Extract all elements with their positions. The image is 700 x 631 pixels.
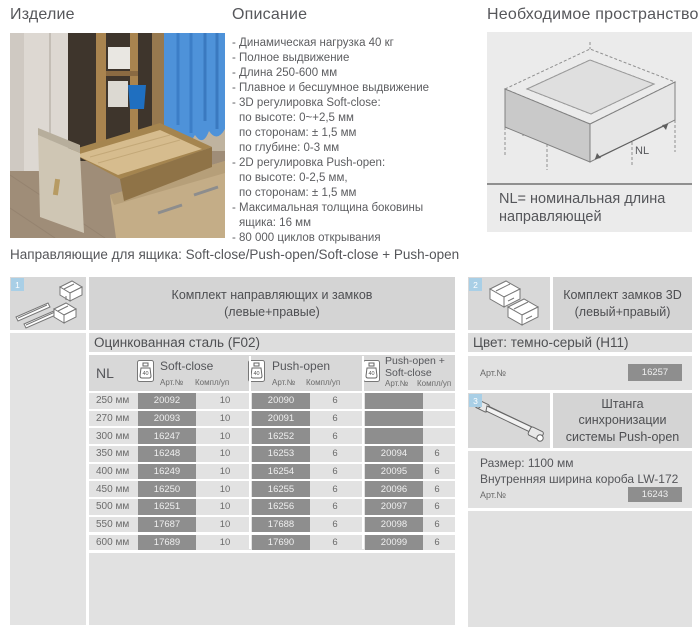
space-panel-divider xyxy=(487,183,692,185)
softclose-art-number: 16248 xyxy=(138,446,196,462)
space-diagram xyxy=(487,32,692,182)
softclose-pack-qty: 10 xyxy=(219,448,231,460)
pushopen-softclose-art-number: 20097 xyxy=(365,499,423,515)
pushopen-softclose-pack-qty: 6 xyxy=(434,448,440,460)
softclose-pack-qty: 10 xyxy=(219,483,231,495)
pushopen-softclose-group-header: Push-open + Soft-close xyxy=(385,355,445,379)
kit2-art-number: 16257 xyxy=(628,364,682,381)
softclose-pack-qty: 10 xyxy=(219,519,231,531)
product-column-title: Изделие xyxy=(10,6,75,23)
table-row xyxy=(89,393,455,409)
row-length: 300 мм xyxy=(96,430,130,442)
pushopen-softclose-pack-qty: 6 xyxy=(434,519,440,531)
description-line: - Динамическая нагрузка 40 кг xyxy=(232,37,394,49)
pushopen-pack-qty: 6 xyxy=(332,395,338,407)
pack-label: Компл/уп xyxy=(306,378,341,387)
kit3-title-line3: системы Push-open xyxy=(565,429,680,444)
softclose-pack-qty: 10 xyxy=(219,430,231,442)
art-number-label: Арт.№ xyxy=(272,378,296,387)
softclose-art-number: 16251 xyxy=(138,499,196,515)
pushopen-softclose-pack-qty: 6 xyxy=(434,466,440,477)
load-capacity-40kg-icon xyxy=(137,360,154,382)
art-number-label: Арт.№ xyxy=(160,378,184,387)
description-line: по высоте: 0-2,5 мм, xyxy=(239,172,348,184)
art-number-label: Арт.№ xyxy=(385,379,409,388)
row-length: 450 мм xyxy=(96,483,130,495)
kit1-bottom-filler xyxy=(89,553,455,625)
description-line: - 2D регулировка Push-open: xyxy=(232,157,386,169)
pushopen-art-number: 16253 xyxy=(252,446,310,462)
kit3-number-badge: 3 xyxy=(469,394,482,407)
description-line: по сторонам: ± 1,5 мм xyxy=(239,127,357,139)
pushopen-softclose-pack-qty: 6 xyxy=(434,501,440,513)
description-line: по высоте: 0~+2,5 мм xyxy=(239,112,354,124)
table-row xyxy=(89,535,455,551)
kit1-table-rows xyxy=(89,393,455,552)
kit1-table-header xyxy=(89,355,455,391)
pushopen-pack-qty: 6 xyxy=(332,536,338,548)
softclose-pack-qty: 10 xyxy=(219,536,231,548)
pushopen-pack-qty: 6 xyxy=(332,519,338,531)
pushopen-softclose-pack-qty xyxy=(423,428,451,444)
kit1-title-line2: (левые+правые) xyxy=(224,304,320,319)
pushopen-art-number: 17690 xyxy=(252,535,310,551)
description-column-title: Описание xyxy=(232,6,308,23)
kit1-header xyxy=(89,277,455,330)
nl-dimension-label: NL xyxy=(635,145,650,157)
kit1-left-filler xyxy=(10,333,86,625)
description-list xyxy=(232,36,480,246)
softclose-art-number: 16249 xyxy=(138,464,196,480)
table-row xyxy=(89,481,455,497)
pushopen-pack-qty: 6 xyxy=(332,483,338,495)
description-line: по сторонам: ± 1,5 мм xyxy=(239,187,357,199)
description-line: ящика: 16 мм xyxy=(239,217,311,229)
pushopen-art-number: 16256 xyxy=(252,499,310,515)
kit2-art-row xyxy=(468,356,692,390)
kit1-material-row: Оцинкованная сталь (F02) xyxy=(89,333,455,352)
pushopen-softclose-pack-qty xyxy=(423,393,451,409)
table-row xyxy=(89,411,455,427)
svg-text:40: 40 xyxy=(142,371,149,377)
pack-label: Компл/уп xyxy=(195,378,230,387)
row-length: 400 мм xyxy=(96,466,130,477)
kit2-color-row: Цвет: темно-серый (H11) xyxy=(468,333,692,352)
pushopen-softclose-art-number: 20095 xyxy=(365,464,423,480)
pushopen-softclose-art-number: 20099 xyxy=(365,535,423,551)
required-space-panel xyxy=(487,32,692,232)
kit2-header xyxy=(553,277,692,330)
softclose-pack-qty: 10 xyxy=(219,412,231,424)
description-line: - Плавное и бесшумное выдвижение xyxy=(232,82,430,94)
pack-label: Компл/уп xyxy=(417,379,452,388)
description-line: - Максимальная толщина боковины xyxy=(232,202,424,214)
pushopen-art-number: 20090 xyxy=(252,393,310,409)
pushopen-softclose-art-number xyxy=(365,393,423,409)
kit1-title-line1: Комплект направляющих и замков xyxy=(171,288,373,303)
pushopen-pack-qty: 6 xyxy=(332,430,338,442)
description-line: - Полное выдвижение xyxy=(232,52,350,64)
art-number-label: Арт.№ xyxy=(480,368,507,378)
softclose-pack-qty: 10 xyxy=(219,466,231,477)
kit3-info-panel xyxy=(468,451,692,508)
kit2-image-box xyxy=(468,277,550,330)
softclose-art-number: 17687 xyxy=(138,517,196,533)
row-length: 500 мм xyxy=(96,501,130,513)
softclose-art-number: 16250 xyxy=(138,481,196,497)
pushopen-softclose-art-number xyxy=(365,411,423,427)
pushopen-art-number: 16255 xyxy=(252,481,310,497)
kit3-image-box xyxy=(468,393,550,448)
softclose-art-number: 20092 xyxy=(138,393,196,409)
section-heading: Направляющие для ящика: Soft-close/Push-open/Soft-close + Push-open xyxy=(10,247,460,262)
softclose-art-number: 20093 xyxy=(138,411,196,427)
table-row xyxy=(89,446,455,462)
softclose-pack-qty: 10 xyxy=(219,395,231,407)
table-group-separator xyxy=(362,356,364,549)
pushopen-pack-qty: 6 xyxy=(332,501,338,513)
kit3-title-line1: Штанга xyxy=(601,397,644,412)
row-length: 270 мм xyxy=(96,412,130,424)
svg-text:40: 40 xyxy=(368,371,375,377)
row-length: 250 мм xyxy=(96,395,130,407)
row-length: 600 мм xyxy=(96,536,130,548)
kit3-header xyxy=(553,393,692,448)
pushopen-pack-qty: 6 xyxy=(332,448,338,460)
kit2-number-badge: 2 xyxy=(469,278,482,291)
nl-column-header: NL xyxy=(96,365,114,381)
kit3-size-line: Размер: 1100 мм xyxy=(480,456,574,470)
svg-text:40: 40 xyxy=(253,371,260,377)
pushopen-art-number: 20091 xyxy=(252,411,310,427)
pushopen-pack-qty: 6 xyxy=(332,412,338,424)
load-capacity-40kg-icon xyxy=(363,360,380,382)
pushopen-art-number: 17688 xyxy=(252,517,310,533)
pushopen-softclose-pack-qty: 6 xyxy=(434,483,440,495)
pushopen-art-number: 16254 xyxy=(252,464,310,480)
kit3-bottom-filler xyxy=(468,511,692,627)
softclose-group-header: Soft-close xyxy=(160,359,214,373)
pushopen-softclose-art-number xyxy=(365,428,423,444)
kit3-art-number: 16243 xyxy=(628,487,682,502)
pushopen-art-number: 16252 xyxy=(252,428,310,444)
table-row xyxy=(89,517,455,533)
pushopen-softclose-art-number: 20096 xyxy=(365,481,423,497)
description-line: по глубине: 0-3 мм xyxy=(239,142,340,154)
kit1-image-box xyxy=(10,277,86,330)
pushopen-group-header: Push-open xyxy=(272,359,331,373)
art-number-label: Арт.№ xyxy=(480,490,507,500)
space-column-title: Необходимое пространство xyxy=(487,6,699,23)
kit1-number-badge: 1 xyxy=(11,278,24,291)
pushopen-softclose-art-number: 20098 xyxy=(365,517,423,533)
pushopen-pack-qty: 6 xyxy=(332,466,338,477)
softclose-art-number: 17689 xyxy=(138,535,196,551)
description-line: - 80 000 циклов открывания xyxy=(232,232,381,244)
product-photo xyxy=(10,33,225,238)
kit2-title-line2: (левый+правый) xyxy=(574,304,671,319)
pushopen-softclose-pack-qty xyxy=(423,411,451,427)
pushopen-softclose-art-number: 20094 xyxy=(365,446,423,462)
table-row xyxy=(89,464,455,480)
description-line: - 3D регулировка Soft-close: xyxy=(232,97,381,109)
table-group-separator xyxy=(249,356,251,549)
pushopen-softclose-pack-qty: 6 xyxy=(434,536,440,548)
kit3-title-line2: синхронизации xyxy=(578,413,667,428)
table-row xyxy=(89,428,455,444)
softclose-art-number: 16247 xyxy=(138,428,196,444)
kit3-width-line: Внутренняя ширина короба LW-172 xyxy=(480,471,679,486)
kit2-title-line1: Комплект замков 3D xyxy=(563,288,682,303)
row-length: 350 мм xyxy=(96,448,130,460)
description-line: - Длина 250-600 мм xyxy=(232,67,338,79)
nl-caption: NL= номинальная длина направляющей xyxy=(499,191,666,226)
softclose-pack-qty: 10 xyxy=(219,501,231,513)
table-row xyxy=(89,499,455,515)
row-length: 550 мм xyxy=(96,519,130,531)
